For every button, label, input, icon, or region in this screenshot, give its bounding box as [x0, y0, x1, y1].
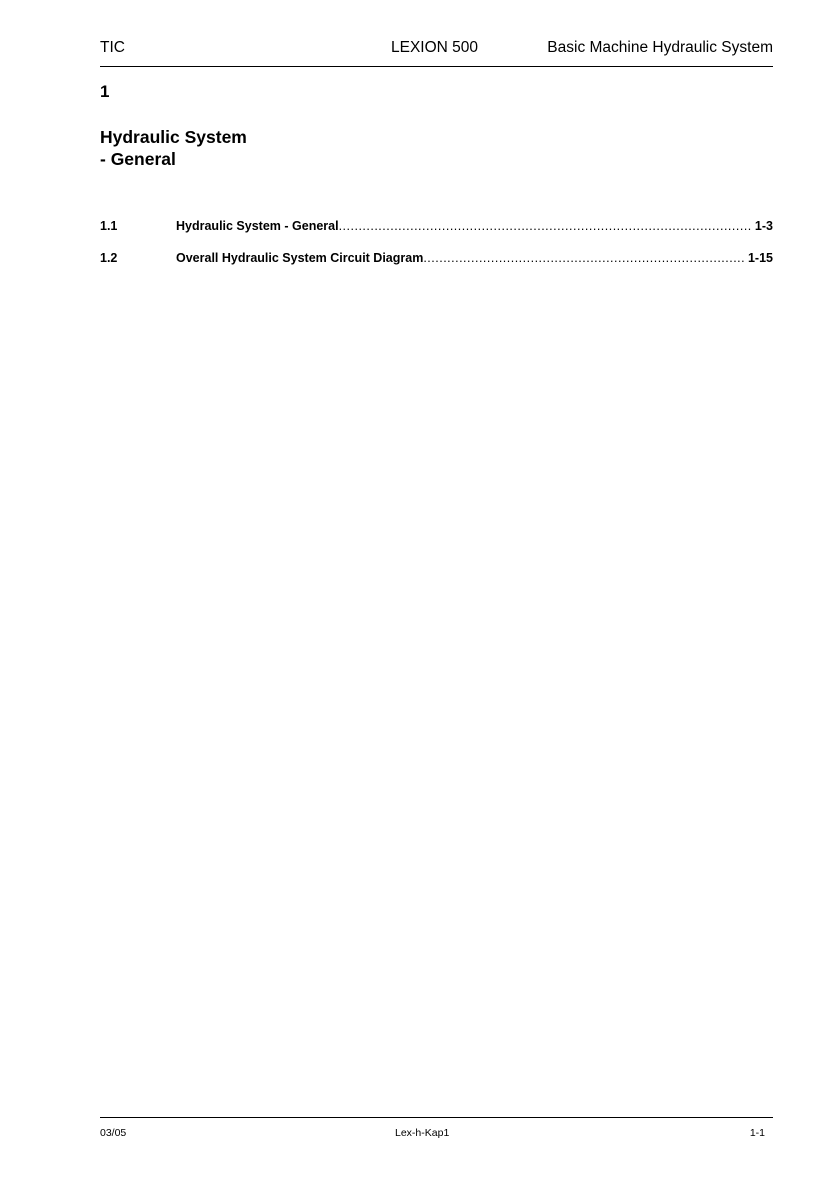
- toc-entry-page: 1-3: [754, 219, 773, 233]
- toc-entry-line: [176, 219, 773, 233]
- chapter-title-line1: Hydraulic System: [100, 127, 247, 147]
- toc-entry-number: 1.1: [100, 219, 118, 233]
- toc-entry-number: 1.2: [100, 251, 118, 265]
- chapter-title-line2: - General: [100, 149, 176, 169]
- footer-date: 03/05: [100, 1127, 127, 1139]
- toc-entry[interactable]: [100, 219, 773, 251]
- header-model-text: LEXION 500: [391, 39, 479, 56]
- footer-document-id: Lex-h-Kap1: [395, 1127, 450, 1139]
- toc-entry-page: 1-15: [747, 251, 773, 265]
- table-of-contents: [100, 219, 773, 283]
- toc-entry-title: Hydraulic System - General: [176, 219, 339, 233]
- toc-entry[interactable]: [100, 251, 773, 283]
- footer-page-number: 1-1: [749, 1127, 765, 1139]
- chapter-title: [100, 126, 247, 170]
- toc-leader-dots: [339, 219, 752, 233]
- page-footer: [100, 1117, 773, 1138]
- chapter-number: 1: [100, 82, 110, 101]
- header-left-text: TIC: [100, 39, 125, 56]
- header-section-text: Basic Machine Hydraulic System: [547, 39, 773, 56]
- page-header: [100, 38, 773, 67]
- toc-entry-title: Overall Hydraulic System Circuit Diagram: [176, 251, 424, 265]
- toc-leader-dots: [423, 251, 745, 265]
- toc-entry-line: [176, 251, 773, 265]
